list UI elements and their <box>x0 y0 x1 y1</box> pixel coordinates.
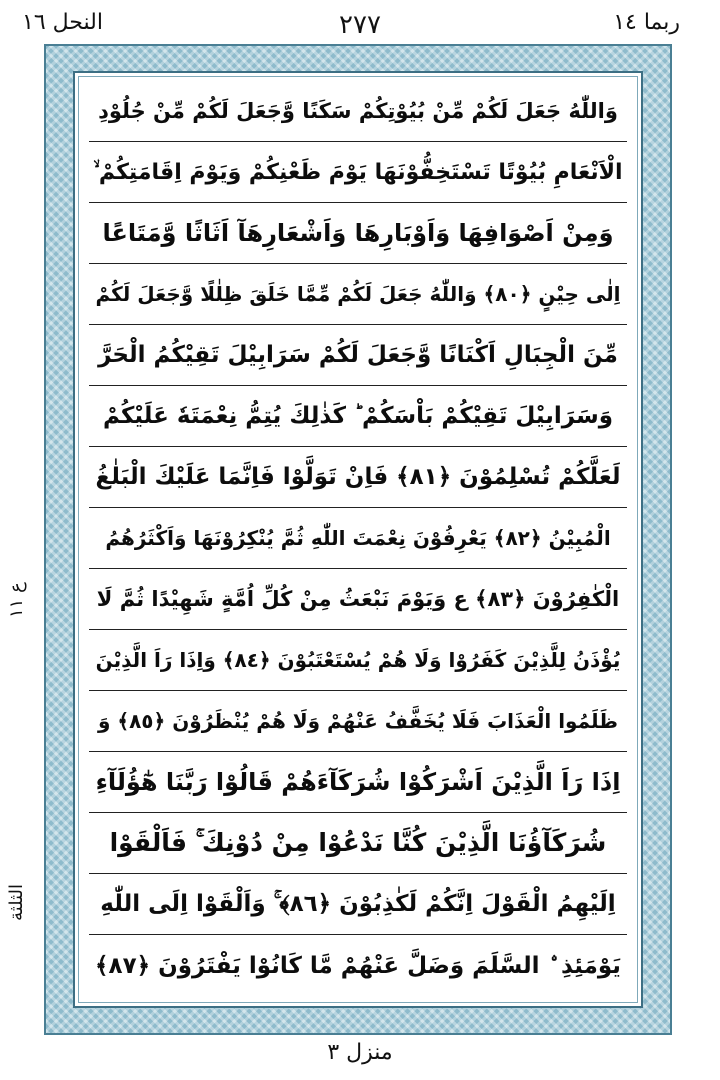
manzil-footer: منزل ٣ <box>327 1040 393 1065</box>
ayah-line <box>89 386 627 447</box>
ayah-line <box>89 325 627 386</box>
ruku-marker: ع ١١ <box>6 582 27 618</box>
ayah-line-text: شُرَكَآؤُنَا الَّذِيْنَ كُنَّا نَدْعُوْا مِنْ دُوْنِكَ ۚ فَاَلْقَوْا <box>109 828 607 857</box>
ayah-line-text: لَعَلَّكُمْ تُسْلِمُوْنَ ﴿٨١﴾ فَاِنْ تَوَلَّوْا فَاِنَّمَا عَلَيْكَ الْبَلٰغُ <box>95 464 621 490</box>
ayah-line-text: مِّنَ الْجِبَالِ اَكْنَانًا وَّجَعَلَ لَكُمْ سَرَابِيْلَ تَقِيْكُمُ الْحَرَّ <box>98 342 618 368</box>
ayah-line <box>89 691 627 752</box>
page-header <box>0 0 720 44</box>
juz-name: ربما ١٤ <box>613 10 680 35</box>
ayah-line <box>89 569 627 630</box>
ayah-line <box>89 874 627 935</box>
ayah-line <box>89 630 627 691</box>
ayah-line <box>89 447 627 508</box>
ayah-line-text: يُؤْذَنُ لِلَّذِيْنَ كَفَرُوْا وَلَا هُمْ يُسْتَعْتَبُوْنَ ﴿٨٤﴾ وَاِذَا رَاَ الَّذِيْنَ <box>95 648 621 672</box>
ayah-line <box>89 203 627 264</box>
ayah-lines <box>89 81 627 996</box>
ayah-line <box>89 81 627 142</box>
surah-name: النحل ١٦ <box>22 10 103 35</box>
ayah-line-text: الْكٰفِرُوْنَ ﴿٨٣﴾ ع وَيَوْمَ نَبْعَثُ مِنْ كُلِّ اُمَّةٍ شَهِيْدًا ثُمَّ لَا <box>96 587 620 611</box>
ayah-line <box>89 508 627 569</box>
ayah-line-text: ظَلَمُوا الْعَذَابَ فَلَا يُخَفَّفُ عَنْهُمْ وَلَا هُمْ يُنْظَرُوْنَ ﴿٨٥﴾ وَ <box>97 709 619 733</box>
text-panel <box>73 71 643 1008</box>
ayah-line <box>89 752 627 813</box>
ayah-line-text: وَسَرَابِيْلَ تَقِيْكُمْ بَاْسَكُمْ ؕ كَذٰلِكَ يُتِمُّ نِعْمَتَهٗ عَلَيْكُمْ <box>102 403 614 429</box>
ayah-line <box>89 935 627 996</box>
page-number: ٢٧٧ <box>339 10 381 40</box>
ayah-line-text: يَوْمَئِذِ ۨ السَّلَمَ وَضَلَّ عَنْهُمْ مَّا كَانُوْا يَفْتَرُوْنَ ﴿٨٧﴾ <box>95 952 621 979</box>
ayah-line-text: وَمِنْ اَصْوَافِهَا وَاَوْبَارِهَا وَاَشْعَارِهَآ اَثَاثًا وَّمَتَاعًا <box>102 219 614 247</box>
ayah-line-text: اِلَيْهِمُ الْقَوْلَ اِنَّكُمْ لَكٰذِبُوْنَ ﴿٨٦﴾ ۚ وَاَلْقَوْا اِلَى اللّٰهِ <box>100 891 616 917</box>
ornamental-border <box>44 44 672 1035</box>
ayah-line <box>89 264 627 325</box>
ayah-line-text: الْمُبِيْنُ ﴿٨٢﴾ يَعْرِفُوْنَ نِعْمَتَ اللّٰهِ ثُمَّ يُنْكِرُوْنَهَا وَاَكْثَرُهُمُ <box>105 526 611 550</box>
ayah-line <box>89 142 627 203</box>
quarter-marker: الثلثة <box>6 884 27 922</box>
ayah-line-text: الْاَنْعَامِ بُيُوْتًا تَسْتَخِفُّوْنَهَا يَوْمَ ظَعْنِكُمْ وَيَوْمَ اِقَامَتِكُمْ ۙ <box>93 159 623 185</box>
ayah-line <box>89 813 627 874</box>
ayah-line-text: اِذَا رَاَ الَّذِيْنَ اَشْرَكُوْا شُرَكَآءَهُمْ قَالُوْا رَبَّنَا هٰٓؤُلَآءِ <box>95 768 621 796</box>
ayah-line-text: وَاللّٰهُ جَعَلَ لَكُمْ مِّنْ بُيُوْتِكُمْ سَكَنًا وَّجَعَلَ لَكُمْ مِّنْ جُلُوْدِ <box>98 99 618 123</box>
ayah-line-text: اِلٰى حِيْنٍ ﴿٨٠﴾ وَاللّٰهُ جَعَلَ لَكُمْ مِّمَّا خَلَقَ ظِلٰلًا وَّجَعَلَ لَكُمْ <box>95 282 621 306</box>
